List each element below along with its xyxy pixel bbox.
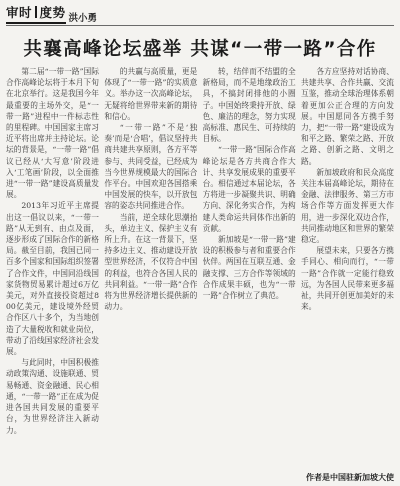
column-name-divider (35, 6, 37, 18)
text-column-2 (104, 66, 197, 486)
column-name-part2: 度势 (39, 5, 66, 20)
paragraph: 第二届“一带一路”国际合作高峰论坛将于本月下旬在北京举行。这是我国今年最重要的主场外交，是“一带一路”进程中一件标志性的里程碑。中国国家主席习近平将出席并主持论坛。论坛的背景是，“一带一路”倡议已经从‘大写意’阶段进入‘工笔画’阶段，以全面推进“一带一路”建设高质量发展。 (6, 67, 99, 200)
text-column-3 (203, 66, 296, 486)
author-byline: 洪小勇 (68, 13, 98, 24)
paragraph: 2013年习近平主席提出这一倡议以来，“一带一路”从无到有、由点及面，逐步形成了国际合作的新格局。截至目前，我国已同一百多个国家和国际组织签署了合作文件，中国同沿线国家货物贸易累计超过6万亿美元，对外直接投资超过800亿美元，建设境外经贸合作区八十多个，为当地创造了大量税收和就业岗位，带动了沿线国家经济社会发展。 (6, 201, 99, 357)
paragraph: 的共赢与高质量，更是体现了“一带一路”的实质意义。举办这一次高峰论坛，无疑将给世界带来新的期待和信心。 (104, 67, 198, 121)
paragraph: 与此同时，中国积极推动政策沟通、设施联通、贸易畅通、资金融通、民心相通，“一带一路”正在成为促进各国共同发展的重要平台，为世界经济注入新动力。 (6, 358, 99, 435)
text-column-4 (301, 66, 394, 486)
article-body (6, 66, 394, 486)
paragraph: 各方应坚持对话协商、共建共享、合作共赢、交流互鉴，推动全球治理体系朝着更加公正合理的方向发展。中国愿同各方携手努力，把“一带一路”建设成为和平之路、繁荣之路、开放之路、创新之路、文明之路。 (300, 67, 394, 166)
paragraph: 新加坡是“一带一路”建设的积极参与者和重要合作伙伴。两国在互联互通、金融支撑、三方合作等领域的合作成果丰硕，也为“一带一路”合作树立了典范。 (202, 235, 296, 301)
column-name (6, 3, 66, 24)
text-column-1 (6, 66, 99, 486)
paragraph: 当前，逆全球化思潮抬头，单边主义、保护主义有所上升。在这一背景下，坚持多边主义、推动建设开放型世界经济，不仅符合中国的利益，也符合各国人民的共同利益。“一带一路”合作将为世界经济增长提供新的动力。 (104, 212, 198, 312)
header-rule (6, 25, 394, 26)
article-headline: 共襄高峰论坛盛举 共谋“一带一路”合作 (23, 39, 377, 60)
paragraph: “一带一路”不是‘独奏’而是‘合唱’，倡议坚持共商共建共享原则，各方平等参与、共同受益，已经成为当今世界规模最大的国际合作平台。中国欢迎各国搭乘中国发展的快车，以开放包容的姿态共同推进合作。 (104, 123, 198, 211)
paragraph: 转，结伴而不结盟的全新格局，而不是地缘政治工具，不搞封闭排他的小圈子。中国始终秉持开放、绿色、廉洁的理念，努力实现高标准、惠民生、可持续的目标。 (202, 67, 296, 144)
column-header (6, 4, 394, 24)
author-note: 作者是中国驻新加坡大使 (306, 473, 394, 482)
column-name-part1: 审时 (6, 5, 33, 20)
paragraph: 新加坡政府和民众高度关注本届高峰论坛，期待在金融、法律服务、第三方市场合作等方面发挥更大作用，进一步深化双边合作，共同推动地区和世界的繁荣稳定。 (300, 167, 394, 245)
paragraph: 展望未来，只要各方携手同心、相向而行，“一带一路”合作就一定能行稳致远，为各国人民带来更多福祉，共同开创更加美好的未来。 (300, 246, 394, 312)
paragraph: “一带一路”国际合作高峰论坛是各方共商合作大计、共享发展成果的重要平台。相信通过本届论坛，各方将进一步凝聚共识、明确方向、深化务实合作，为构建人类命运共同体作出新的贡献。 (202, 145, 296, 233)
